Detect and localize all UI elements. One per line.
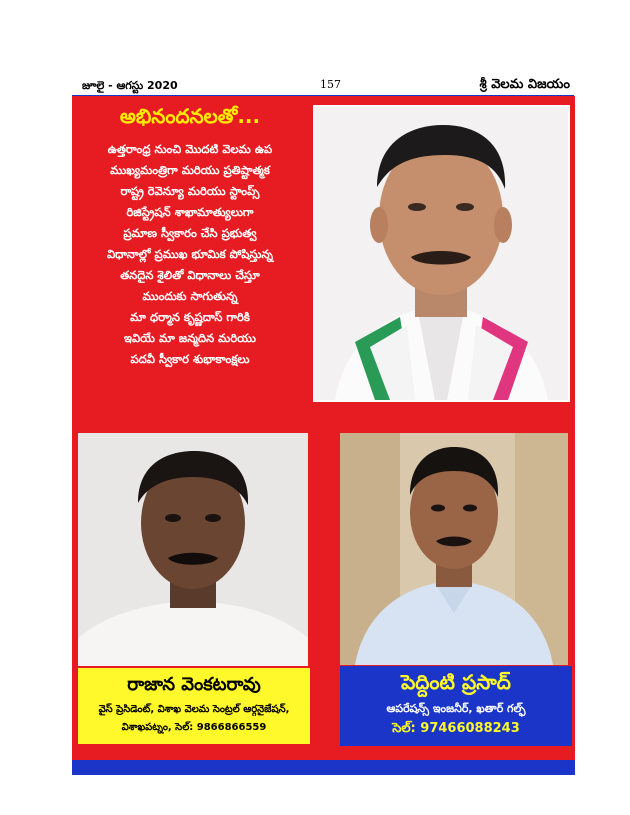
magazine-title: శ్రీ వెలమ విజయం [479, 77, 570, 92]
greeting-line: ప్రమాణ స్వీకారం చేసి ప్రభుత్వ [123, 226, 257, 240]
left-person-name: రాజాన వెంకటరావు [127, 674, 261, 695]
greeting-line: రిజిస్ట్రేషన్ శాఖామాత్యులుగా [126, 205, 254, 219]
page-number: 157 [320, 78, 341, 91]
left-nameplate [78, 668, 310, 744]
greeting-line: మా ధర్మాన కృష్ణదాస్ గారికి [130, 310, 250, 324]
right-person-phone: సెల్: 97466088243 [392, 721, 520, 736]
left-person-contact: విశాఖపట్నం, సెల్: 9866866559 [121, 722, 267, 733]
portrait-right [340, 433, 568, 665]
right-person-role: ఆపరేషన్స్ ఇంజనీర్, ఖతార్ గల్ఫ్ [386, 702, 526, 715]
greeting-line: విధానాల్లో ప్రముఖ భూమిక పోషిస్తున్న [106, 247, 274, 261]
right-person-name: పెద్దింటి ప్రసాద్ [401, 670, 511, 694]
greeting-line: ముఖ్యమంత్రిగా మరియు ప్రతిష్టాత్మక [110, 163, 270, 177]
greeting-title: అభినందనలతో... [119, 104, 261, 128]
greeting-line: ముందుకు సాగుతున్న [142, 289, 238, 303]
issue-date: జూలై - ఆగస్టు 2020 [82, 79, 178, 92]
page-header [72, 78, 574, 97]
greeting-line: ఉత్తరాంధ్ర నుంచి మొదటి వెలమ ఉప [107, 142, 273, 156]
greeting-line: రాష్ట్ర రెవెన్యూ మరియు స్టాంప్స్ [120, 184, 260, 198]
left-person-title: వైస్ ప్రెసిడెంట్, విశాఖ వెలమ సెంట్రల్ ఆర్గనైజేషన్, [98, 704, 290, 715]
greeting-line: పదవీ స్వీకార శుభాకాంక్షలు [130, 352, 250, 366]
greeting-text-block [74, 100, 306, 400]
footer-bar [72, 760, 575, 775]
portrait-left [78, 433, 308, 666]
greeting-line: తనదైన శైలితో విధానాలు చేస్తూ [120, 268, 260, 282]
right-nameplate [340, 666, 572, 746]
greeting-line: ఇవియే మా జన్మదిన మరియు [124, 331, 256, 345]
portrait-honoree [313, 105, 570, 402]
